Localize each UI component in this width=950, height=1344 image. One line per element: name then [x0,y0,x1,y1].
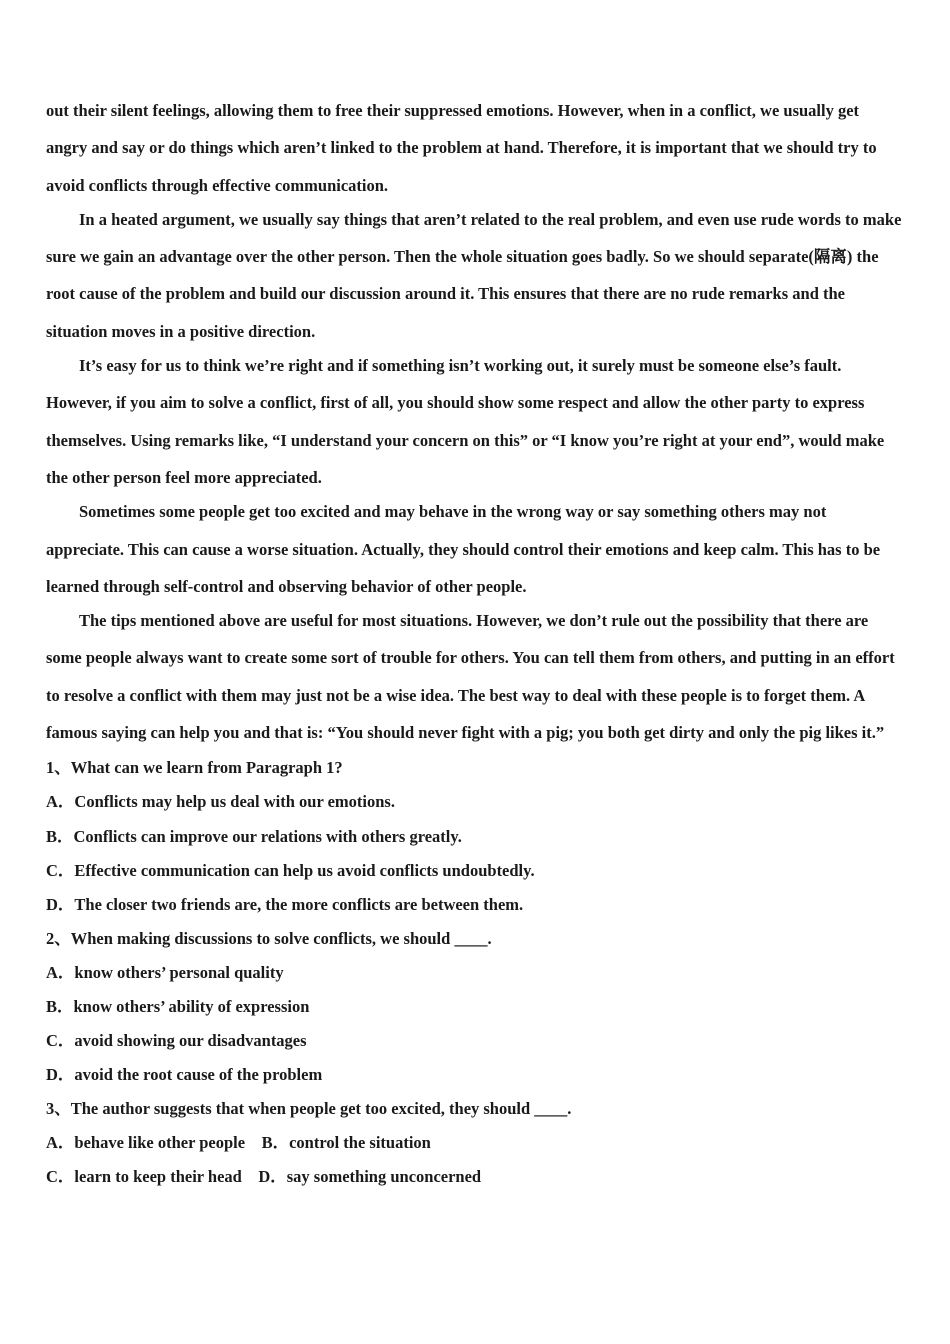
answer-option: B．know others’ ability of expression [46,997,310,1016]
reading-passage [46,92,904,751]
answer-option: D．avoid the root cause of the problem [46,1065,323,1085]
passage-paragraph-5: The tips mentioned above are useful for most situations. However, we don’t rule out the possibility that there are some people always want to create some sort of trouble for others. You can tell them from others, and putting in an effort to resolve a conflict with them may just not be a wise idea. The best way to deal with these people is to forget them. A famous saying can help you and that is: “You should never fight with a pig; you both get dirty and only the pig likes it.” [46,611,895,743]
answer-option: A．Conflicts may help us deal with our emotions. [46,792,395,812]
answer-option: C．avoid showing our disadvantages [46,1031,307,1051]
answer-option: C．Effective communication can help us avoid conflicts undoubtedly. [46,860,535,880]
question-1 [46,751,904,921]
answer-option: B．Conflicts can improve our relations with others greatly. [46,826,462,846]
passage-paragraph-2: In a heated argument, we usually say things that aren’t related to the real problem, and even use rude words to make sure we gain an advantage over the other person. Then the whole situation goes badly. So we should separate(隔离) the root cause of the problem and build our discussion around it. This ensures that there are no rude remarks and the situation moves in a positive direction. [46,209,902,341]
passage-paragraph-4: Sometimes some people get too excited and may behave in the wrong way or say something others may not appreciate. This can cause a worse situation. Actually, they should control their emotions and keep calm. This has to be learned through self-control and observing behavior of other people. [46,502,881,596]
answer-option: D．The closer two friends are, the more conflicts are between them. [46,894,524,914]
question-stem: 2、When making discussions to solve conflicts, we should ____. [46,928,492,948]
question-stem: 3、The author suggests that when people get too excited, they should ____. [46,1099,572,1119]
question-stem: 1、What can we learn from Paragraph 1? [46,758,343,778]
passage-paragraph-1: out their silent feelings, allowing them to free their suppressed emotions. However, when in a conflict, we usually get angry and say or do things which aren’t linked to the problem at hand. Therefore, it is important that we should try to avoid conflicts through effective communication. [46,101,877,195]
document-page [46,92,904,1195]
answer-option-row: C．learn to keep their head D．say something unconcerned [46,1167,482,1187]
question-2 [46,922,904,1092]
answer-option-row: A．behave like other people B．control the situation [46,1133,431,1153]
answer-option: A．know others’ personal quality [46,962,284,982]
question-3 [46,1092,904,1194]
passage-paragraph-3: It’s easy for us to think we’re right and if something isn’t working out, it surely must be someone else’s fault. However, if you aim to solve a conflict, first of all, you should show some respect and allow the other party to express themselves. Using remarks like, “I understand your concern on this” or “I know you’re right at your end”, would make the other person feel more appreciated. [46,356,885,487]
question-list [46,751,904,1194]
